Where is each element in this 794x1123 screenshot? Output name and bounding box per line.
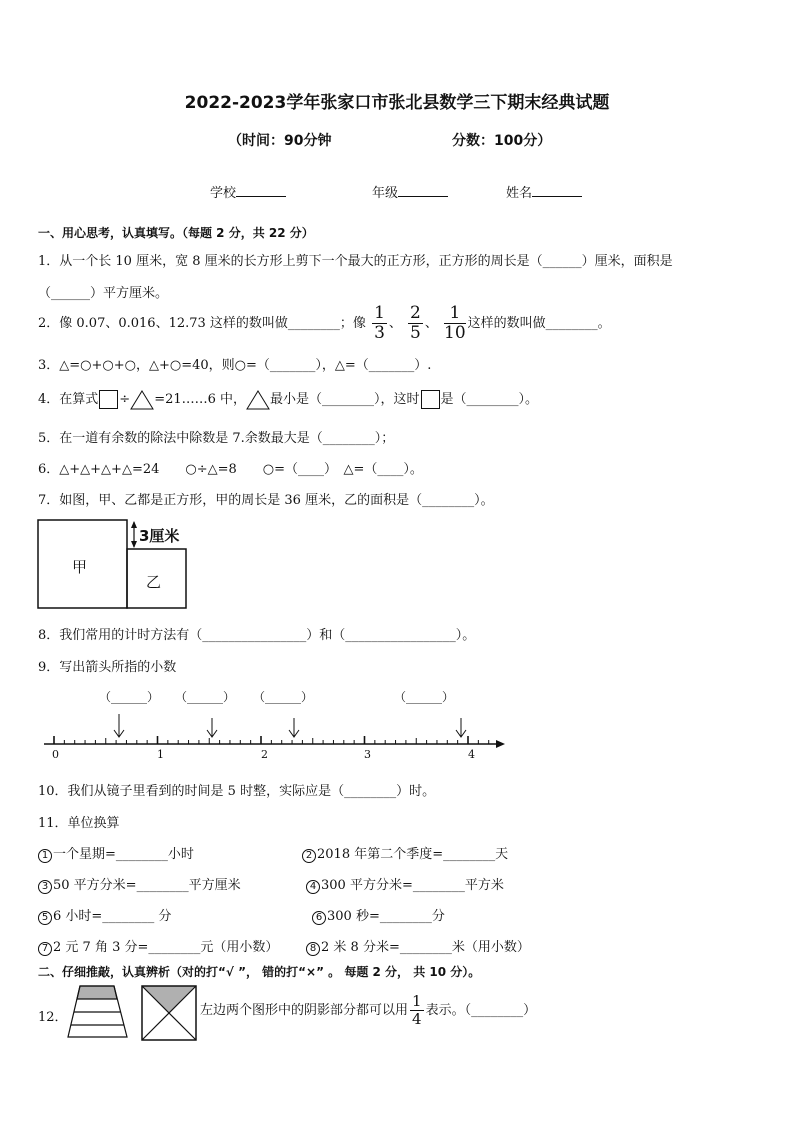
fraction-1-3: $\frac{1}{3}$ (374, 303, 385, 343)
question-6: 6．△+△+△+△=24 ○÷△=8 ○=（____） △=（____）。 (38, 462, 423, 477)
conversion-item: 6 300 秒=________分 (312, 905, 445, 925)
name-blank[interactable] (532, 184, 582, 197)
square-diagonals-figure (140, 984, 198, 1042)
question-3: 3．△=○+○+○，△+○=40，则○=（_______），△=（_______）. (38, 358, 432, 373)
fraction-1-10: $\frac{1}{10}$ (444, 303, 466, 343)
dimension-label: 3厘米 (139, 527, 180, 545)
question-1-line-1: 1．从一个长 10 厘米，宽 8 厘米的长方形上剪下一个最大的正方形，正方形的周长是（______）厘米，面积是 (38, 254, 673, 269)
answer-blank-1[interactable]: （______） (99, 690, 160, 704)
label-yi: 乙 (146, 573, 162, 591)
section-2-heading: 二、仔细推敲，认真辨析（对的打“√ ”， 错的打“×” 。 每题 2 分， 共 10 分）。 (38, 965, 481, 979)
tick-label-0: 0 (52, 748, 59, 761)
tick-label-3: 3 (364, 748, 371, 761)
question-4: 4．在算式 ÷ =21……6 中， 最小是（________），这时 是（________）。 (38, 388, 538, 410)
tick-label-2: 2 (261, 748, 268, 761)
triangle-icon (130, 390, 154, 410)
question-8: 8．我们常用的计时方法有（________________）和（_________________）。 (38, 628, 476, 643)
down-arrow-icon (207, 718, 217, 737)
question-1-line-2: （______）平方厘米。 (38, 286, 169, 301)
conversion-item: 7 2 元 7 角 3 分=________元（用小数） (38, 936, 278, 956)
grade-field[interactable] (372, 182, 448, 201)
tick-label-4: 4 (468, 748, 475, 761)
question-12-text: 左边两个图形中的阴影部分都可以用 $\frac{1}{4}$ 表示。（________） (200, 992, 537, 1028)
question-2: 2．像 0.07、0.016、12.73 这样的数叫做________；像 $\frac{1}{3}$ 、 $\frac{2}{5}$ 、 $\frac{1}{10}$ 这样的数叫做________。 (38, 303, 611, 343)
square-symbol (421, 390, 440, 409)
name-label: 姓名 (506, 186, 533, 201)
question-9: 9．写出箭头所指的小数 (38, 660, 177, 675)
down-arrow-icon (114, 714, 124, 737)
tick-label-1: 1 (157, 748, 164, 761)
question-5: 5．在一道有余数的除法中除数是 7.余数最大是（________）； (38, 431, 395, 446)
conversion-item: 4 300 平方分米=________平方米 (306, 874, 504, 894)
school-blank[interactable] (236, 184, 286, 197)
conversion-item: 3 50 平方分米=________平方厘米 (38, 874, 241, 894)
answer-blank-3[interactable]: （______） (253, 690, 314, 704)
school-field[interactable] (210, 182, 286, 201)
exam-time: （时间：90分钟 (228, 133, 332, 149)
square-symbol (99, 390, 118, 409)
section-1-heading: 一、用心思考，认真填写。（每题 2 分，共 22 分） (38, 226, 314, 240)
question-10: 10．我们从镜子里看到的时间是 5 时整，实际应是（________）时。 (38, 784, 436, 799)
exam-score: 分数：100分） (452, 133, 552, 149)
conversion-item: 2 2018 年第二个季度=________天 (302, 843, 508, 863)
question-12-number: 12． (38, 1010, 68, 1025)
question-11-heading: 11．单位换算 (38, 816, 120, 831)
fraction-2-5: $\frac{2}{5}$ (410, 303, 421, 343)
label-jia: 甲 (72, 558, 88, 576)
conversion-item: 8 2 米 8 分米=________米（用小数） (306, 936, 530, 956)
conversion-item: 5 6 小时=________ 分 (38, 905, 171, 925)
name-field[interactable] (506, 182, 582, 201)
down-arrow-icon (456, 718, 466, 737)
page-title: 2022-2023学年张家口市张北县数学三下期末经典试题 (184, 93, 610, 113)
triangle-icon (246, 390, 270, 410)
question-7: 7．如图，甲、乙都是正方形，甲的周长是 36 厘米，乙的面积是（________）。 (38, 493, 494, 508)
answer-blank-4[interactable]: （______） (394, 690, 455, 704)
fraction-1-4: $\frac{1}{4}$ (412, 992, 422, 1028)
grade-label: 年级 (372, 186, 399, 201)
answer-blank-2[interactable]: （______） (175, 690, 236, 704)
grade-blank[interactable] (398, 184, 448, 197)
number-line (0, 710, 520, 750)
trapezoid-figure (66, 984, 130, 1040)
down-arrow-icon (289, 718, 299, 737)
conversion-item: 1 一个星期=________小时 (38, 843, 194, 863)
school-label: 学校 (210, 186, 237, 201)
